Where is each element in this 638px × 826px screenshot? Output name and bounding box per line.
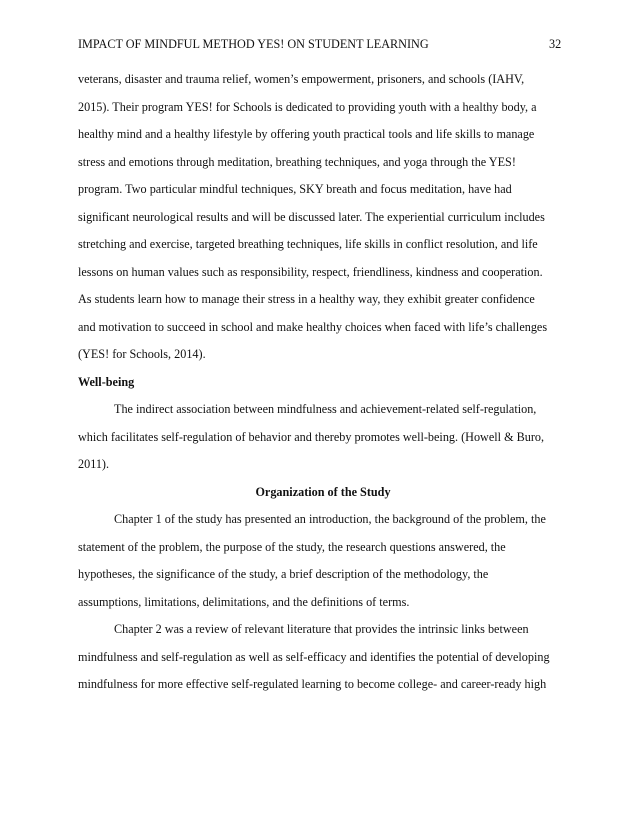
text-line: The indirect association between mindfulness and achievement-related self-regulation, (114, 402, 537, 416)
section-heading-well-being: Well-being (78, 374, 135, 389)
text-line: mindfulness and self-regulation as well as self-efficacy and identifies the potential of developing (78, 649, 550, 664)
text-line: stress and emotions through meditation, breathing techniques, and yoga through the YES! (78, 154, 516, 169)
text-line: assumptions, limitations, delimitations, and the definitions of terms. (78, 594, 410, 609)
text-line: veterans, disaster and trauma relief, women’s empowerment, prisoners, and schools (IAHV, (78, 72, 525, 86)
text-line: which facilitates self-regulation of behavior and thereby promotes well-being. (Howell & Buro, (78, 429, 545, 444)
text-line: statement of the problem, the purpose of the study, the research questions answered, the (78, 539, 506, 554)
text-line: lessons on human values such as responsibility, respect, friendliness, kindness and cooperation. (78, 264, 543, 279)
text-line: As students learn how to manage their stress in a healthy way, they exhibit greater confidence (78, 292, 535, 306)
running-head: IMPACT OF MINDFUL METHOD YES! ON STUDENT LEARNING (78, 37, 429, 51)
text-line: 2015). Their program YES! for Schools is dedicated to providing youth with a healthy body, a (78, 99, 537, 114)
text-line: 2011). (78, 457, 110, 471)
text-line: program. Two particular mindful techniques, SKY breath and focus meditation, have had (78, 182, 512, 196)
page-number: 32 (549, 37, 562, 51)
text-line: Chapter 2 was a review of relevant literature that provides the intrinsic links between (114, 622, 529, 636)
text-line: healthy mind and a healthy lifestyle by offering youth practical tools and life skills to manage (78, 127, 535, 141)
text-line: hypotheses, the significance of the study, a brief description of the methodology, the (78, 567, 489, 581)
text-line: Chapter 1 of the study has presented an introduction, the background of the problem, the (114, 512, 546, 526)
text-line: (YES! for Schools, 2014). (78, 347, 206, 361)
text-line: and motivation to succeed in school and make healthy choices when faced with life’s challenges (78, 319, 548, 334)
text-line: mindfulness for more effective self-regulated learning to become college- and career-ready high (78, 677, 547, 691)
body-text (78, 70, 568, 703)
section-heading-organization: Organization of the Study (255, 484, 391, 499)
text-line: stretching and exercise, targeted breathing techniques, life skills in conflict resolution, and life (78, 237, 538, 251)
text-line: significant neurological results and will be discussed later. The experiential curriculum includes (78, 209, 545, 224)
